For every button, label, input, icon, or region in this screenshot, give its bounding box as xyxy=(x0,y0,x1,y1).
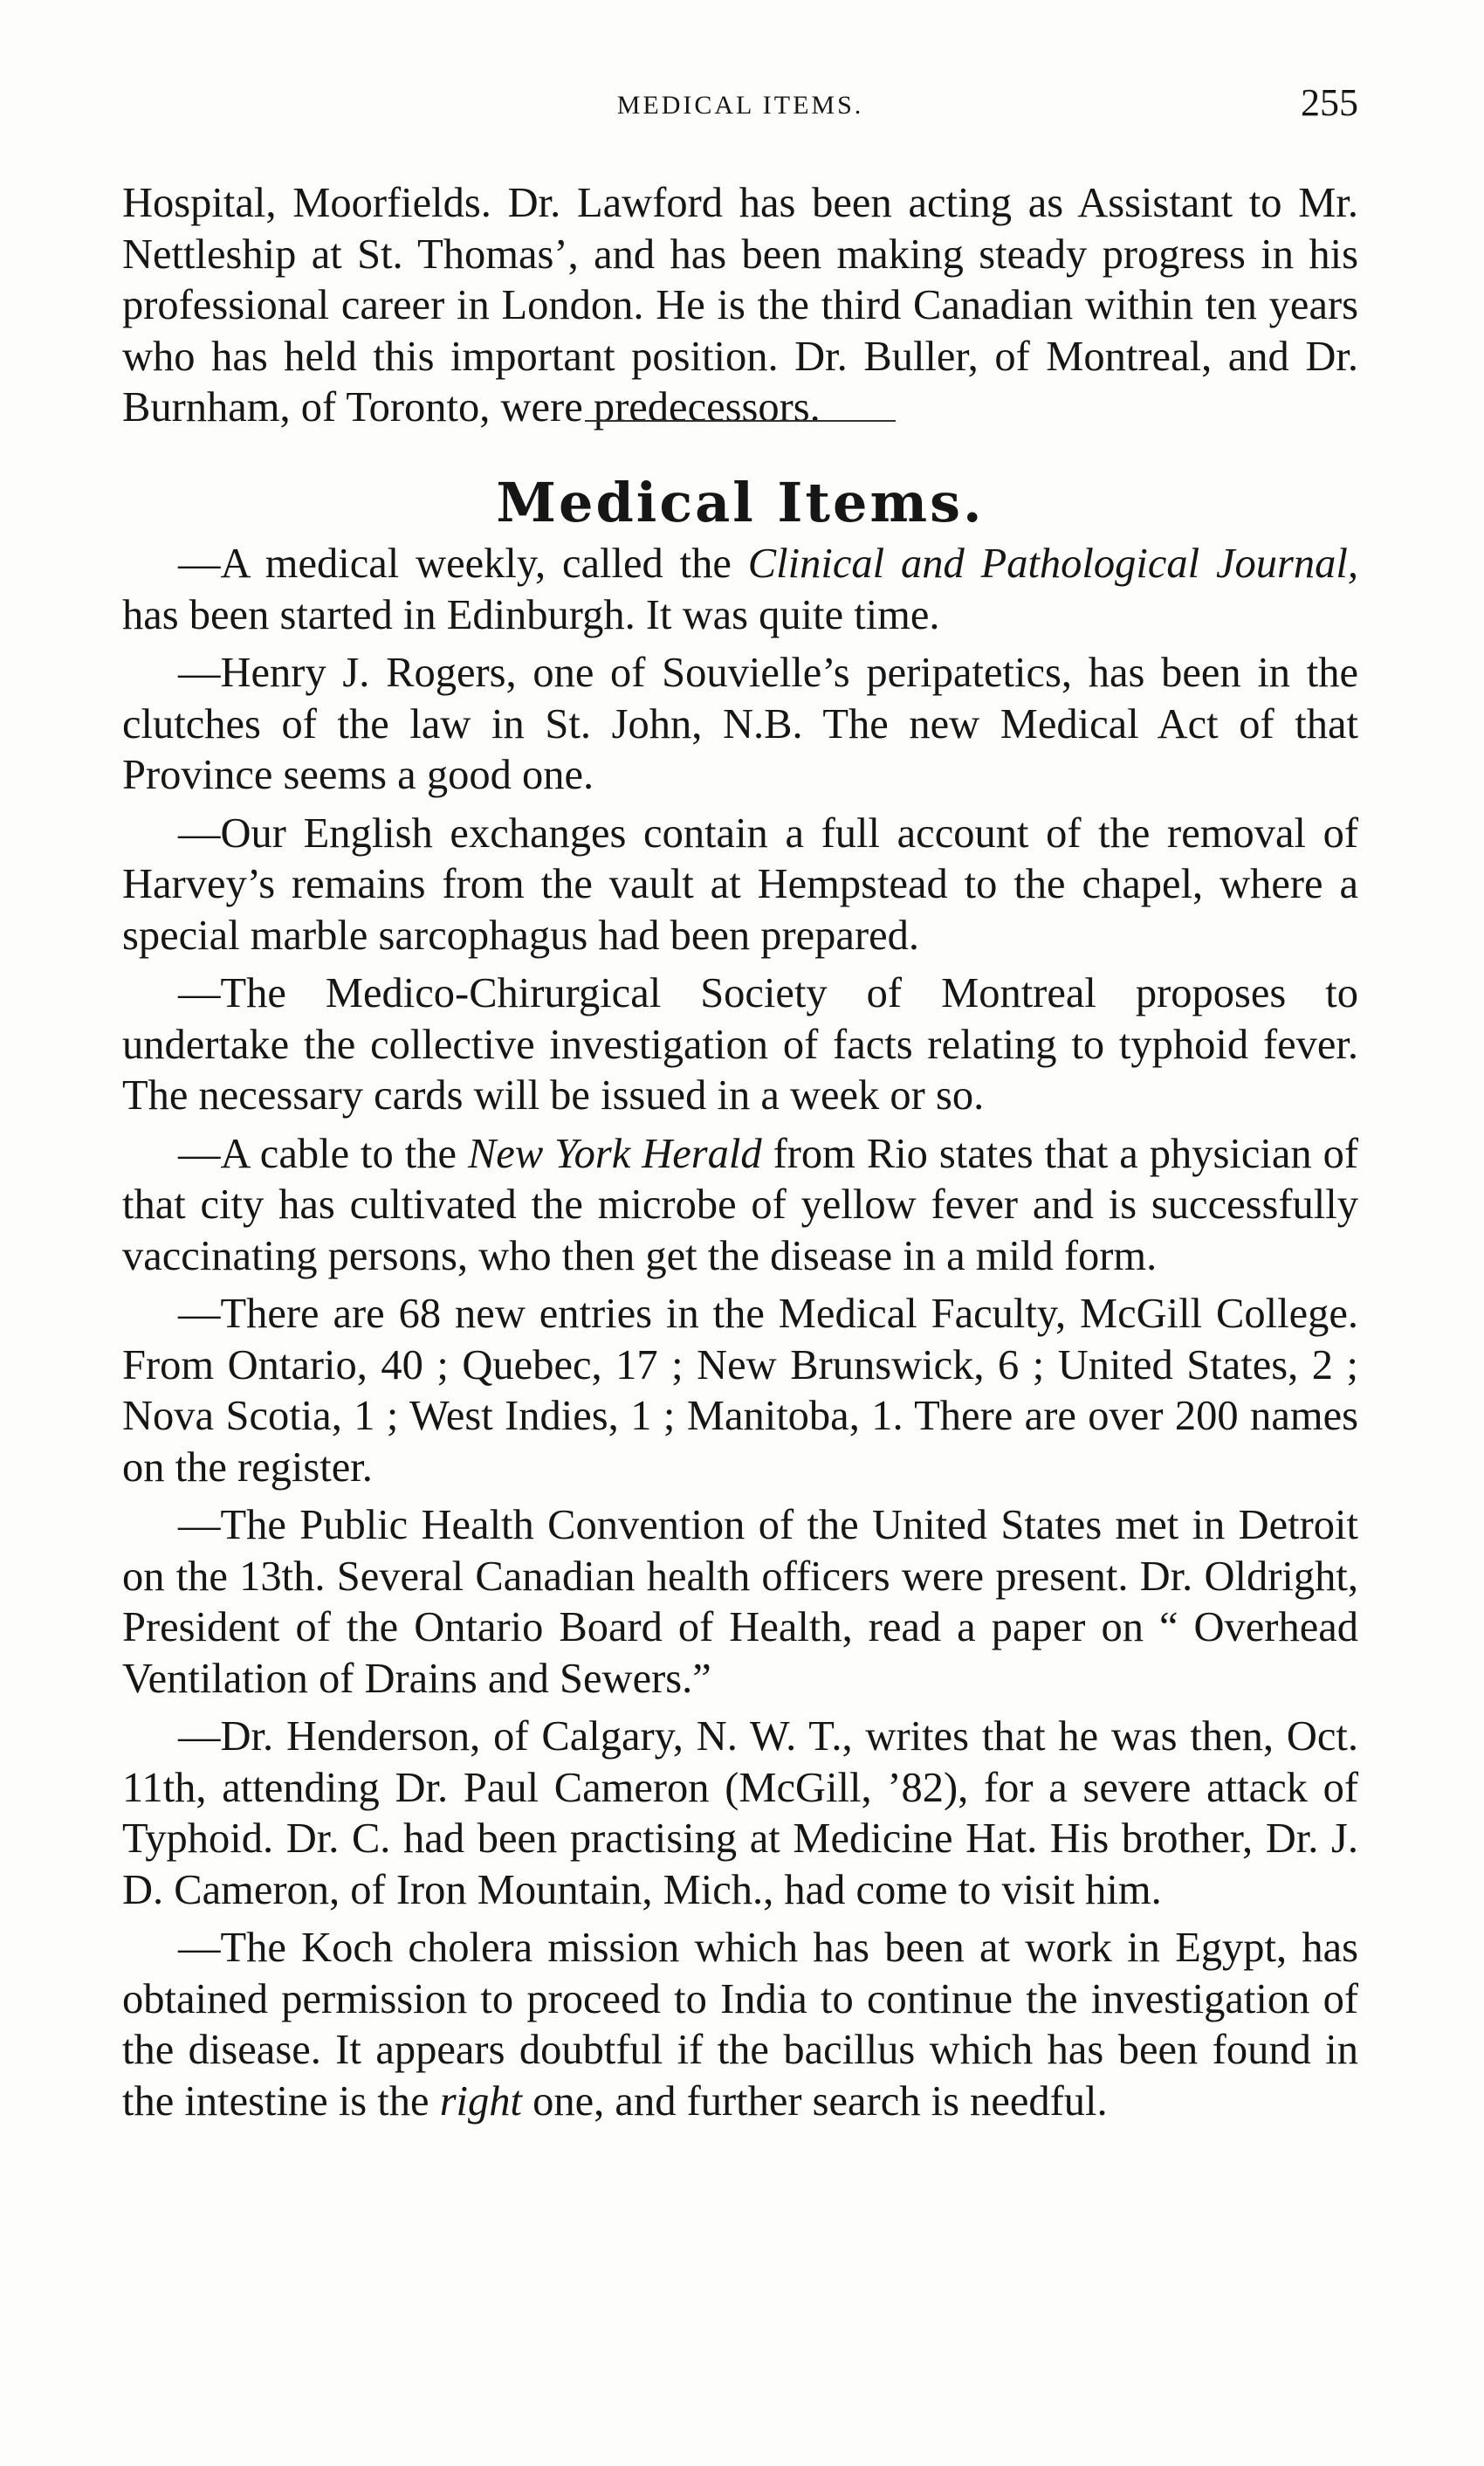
page-number: 255 xyxy=(1301,81,1358,124)
item-text: one, and further search is needful. xyxy=(522,2077,1108,2125)
continued-paragraph: Hospital, Moorfields. Dr. Lawford has been acting as Assistant to Mr. Nettleship at St. Thomas’, and has been making steady progress in his professional career in London. He is the third Canadian within ten years who has held this important position. Dr. Buller, of Montreal, and Dr. Burnham, of Toronto, were predecessors. xyxy=(122,180,1358,431)
item-text: has been started in Edinburgh. It was quite time. xyxy=(122,591,940,638)
news-item-koch-mission xyxy=(122,1923,1358,2127)
running-head: MEDICAL ITEMS. xyxy=(616,91,864,120)
news-item-harvey: —Our English exchanges contain a full account of the removal of Harvey’s remains from the vault at Hempstead to the chapel, where a special marble sarcophagus had been prepared. xyxy=(122,809,1358,959)
news-item-yellow-fever xyxy=(122,1129,1358,1283)
newspaper-title: New York Herald xyxy=(467,1130,762,1177)
news-item-clinical-journal xyxy=(122,539,1358,641)
news-item-medico-chirurgical: —The Medico-Chirurgical Society of Montreal proposes to undertake the collective investigation of facts relating to typhoid fever. The necessary cards will be issued in a week or so. xyxy=(122,970,1358,1119)
journal-title: Clinical and Pathological Journal, xyxy=(747,541,1358,587)
item-text: —The Koch cholera mission which has been at work in Egypt, has obtained permission to proceed to India to continue the investigation of the disease. It appears doubtful if the bacillus which has been found in the intestine is the xyxy=(122,1925,1358,2125)
item-text: from Rio states that a physician of that city has cultivated the microbe of yellow fever and is successfully vaccinating persons, who then get the disease in a mild form. xyxy=(122,1130,1358,1279)
news-item-rogers: —Henry J. Rogers, one of Souvielle’s peripatetics, has been in the clutches of the law in St. John, N.B. The new Medical Act of that Province seems a good one. xyxy=(122,650,1358,798)
page-header xyxy=(122,80,1358,133)
section-heading: Medical Items. xyxy=(496,470,985,534)
page-body xyxy=(122,178,1358,2127)
item-text: —A medical weekly, called the xyxy=(178,541,748,587)
emphasis-word: right xyxy=(439,2077,523,2125)
item-text: —A cable to the xyxy=(178,1130,468,1177)
news-item-public-health: —The Public Health Convention of the United States met in Detroit on the 13th. Several Canadian health officers were present. Dr. Oldright, President of the Ontario Board of Health, read a paper on “ Overhead Ventilation of Drains and Sewers.” xyxy=(122,1502,1358,1702)
divider-area xyxy=(122,434,1358,457)
news-item-henderson: —Dr. Henderson, of Calgary, N. W. T., writes that he was then, Oct. 11th, attending Dr. Paul Cameron (McGill, ’82), for a severe attack of Typhoid. Dr. C. had been practising at Medicine Hat. His brother, Dr. J. D. Cameron, of Iron Mountain, Mich., had come to visit him. xyxy=(122,1713,1358,1913)
section-divider xyxy=(585,420,896,422)
news-item-mcgill-entries: —There are 68 new entries in the Medical Faculty, McGill College. From Ontario, 40 ; Quebec, 17 ; New Brunswick, 6 ; United States, 2 ; Nova Scotia, 1 ; West Indies, 1 ; Manitoba, 1. There are over 200 names on the register. xyxy=(122,1291,1358,1491)
